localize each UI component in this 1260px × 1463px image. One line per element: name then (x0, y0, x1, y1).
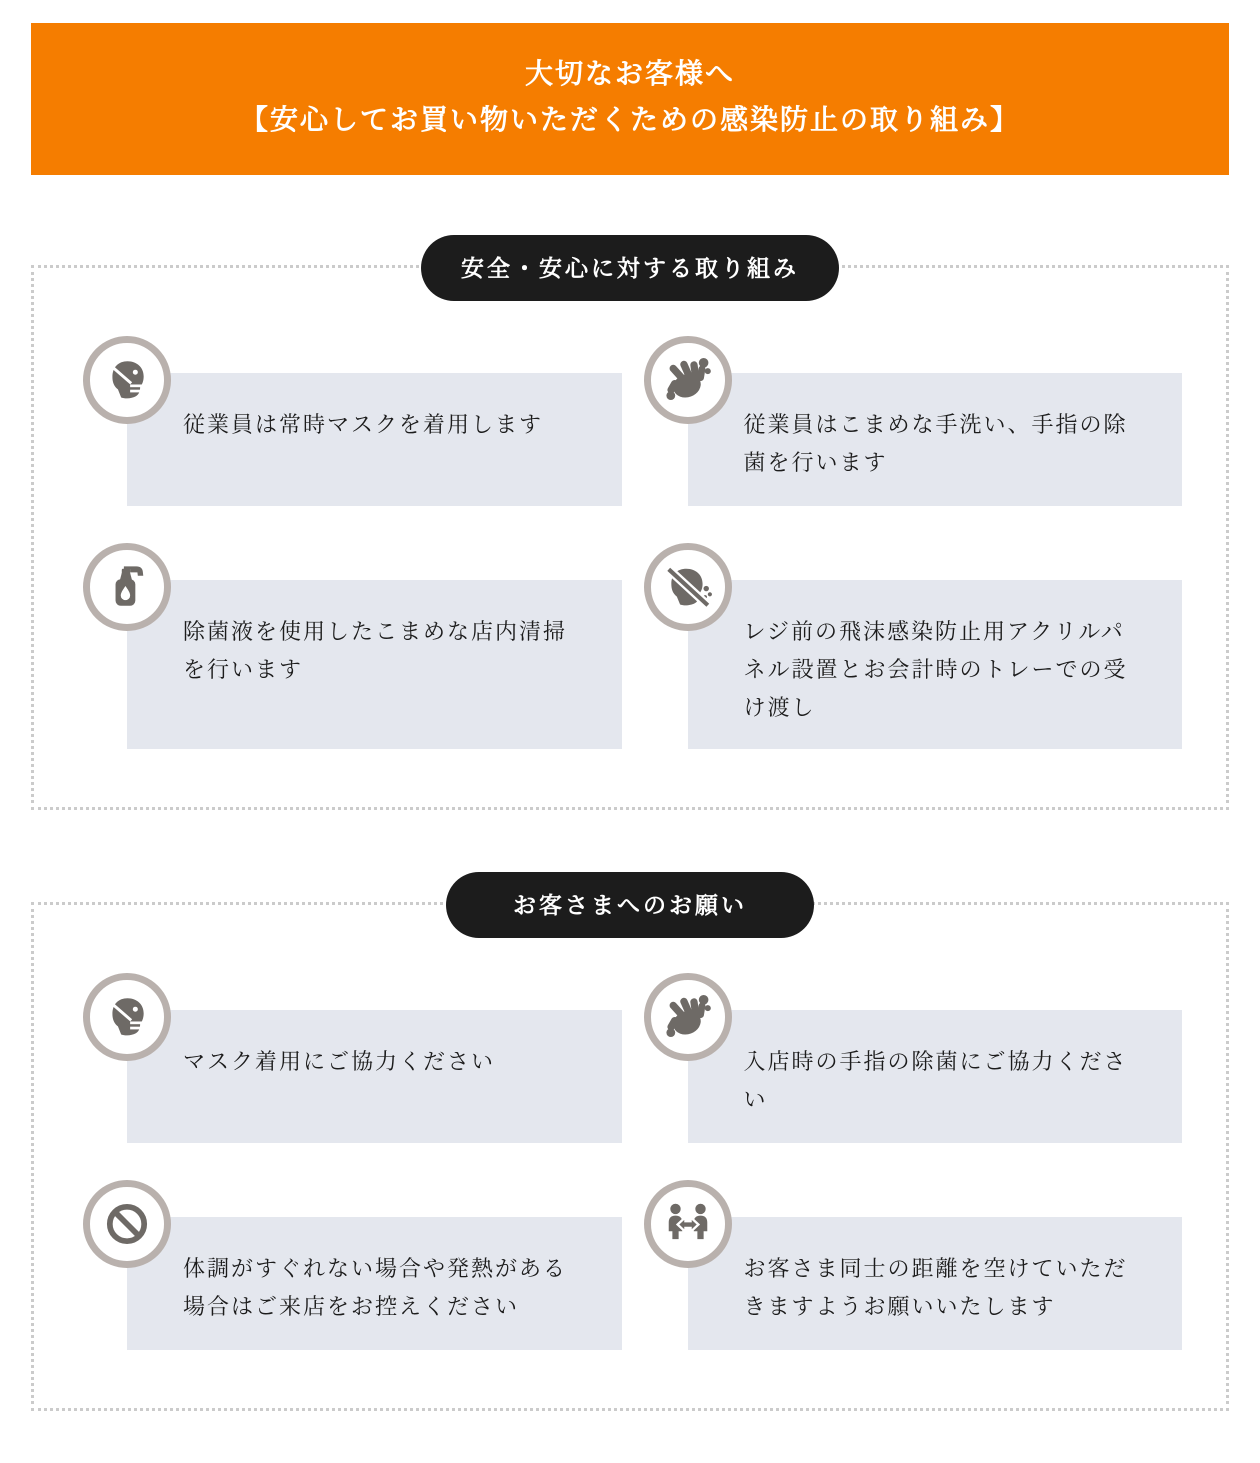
sanitizer-bottle-icon (83, 543, 171, 631)
prohibition-icon (83, 1180, 171, 1268)
measure-item (688, 580, 1183, 749)
request-text: マスク着用にご協力ください (127, 1010, 622, 1143)
request-text: 体調がすぐれない場合や発熱がある場合はご来店をお控えください (127, 1217, 622, 1350)
section-title-pill: 安全・安心に対する取り組み (421, 235, 839, 301)
section-title-pill: お客さまへのお願い (446, 872, 814, 938)
request-item (688, 1010, 1183, 1143)
measure-text: 除菌液を使用したこまめな店内清掃を行います (127, 580, 622, 749)
notice-banner (31, 23, 1229, 175)
request-item (688, 1217, 1183, 1350)
measure-item (127, 373, 622, 506)
mask-face-icon (83, 973, 171, 1061)
section-customer-requests (31, 892, 1229, 1411)
banner-title-line1: 大切なお客様へ (524, 58, 735, 89)
measure-text: 従業員はこまめな手洗い、手指の除菌を行います (688, 373, 1183, 506)
mask-face-icon (83, 336, 171, 424)
social-distance-icon (644, 1180, 732, 1268)
measure-text: 従業員は常時マスクを着用します (127, 373, 622, 506)
measure-item (127, 580, 622, 749)
hand-wash-icon (644, 336, 732, 424)
request-item (127, 1217, 622, 1350)
requests-row-2 (127, 1217, 1182, 1350)
section-safety-measures (31, 255, 1229, 810)
measures-row-2 (127, 580, 1182, 749)
measure-text: レジ前の飛沫感染防止用アクリルパネル設置とお会計時のトレーでの受け渡し (688, 580, 1183, 749)
measures-row-1 (127, 373, 1182, 506)
request-text: お客さま同士の距離を空けていただきますようお願いいたします (688, 1217, 1183, 1350)
requests-row-1 (127, 1010, 1182, 1143)
request-text: 入店時の手指の除菌にご協力ください (688, 1010, 1183, 1143)
measure-item (688, 373, 1183, 506)
request-item (127, 1010, 622, 1143)
hand-wash-icon (644, 973, 732, 1061)
banner-title-line2: 【安心してお買い物いただくための感染防止の取り組み】 (239, 104, 1020, 135)
droplet-block-icon (644, 543, 732, 631)
